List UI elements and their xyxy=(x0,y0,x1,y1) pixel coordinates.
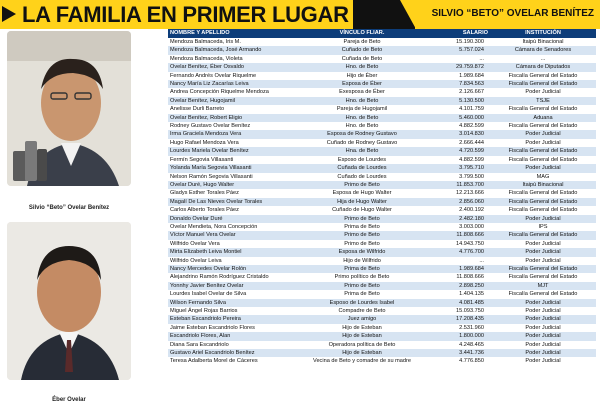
cell-institution: Poder Judicial xyxy=(490,130,596,138)
cell-salary: 4.882.599 xyxy=(428,156,490,164)
table-row xyxy=(168,147,596,155)
table-row xyxy=(168,357,596,365)
cell-salary: 3.795.710 xyxy=(428,164,490,172)
cell-name: Esteban Escandriolo Pereira xyxy=(168,315,296,323)
table-row xyxy=(168,55,596,63)
table-row xyxy=(168,198,596,206)
cell-institution: Poder Judicial xyxy=(490,248,596,256)
cell-salary: 1.989.684 xyxy=(428,265,490,273)
cell-name: Wilfrido Ovelar Vera xyxy=(168,240,296,248)
cell-name: Teresa Adalberta Morel de Cáceres xyxy=(168,357,296,365)
cell-name: Ovelar Benítez, Hugojamil xyxy=(168,97,296,105)
cell-relation: Hijo de Esteban xyxy=(296,324,428,332)
cell-salary: 11.808.666 xyxy=(428,231,490,239)
column-header-salary: SALARIO xyxy=(428,29,490,38)
cell-relation: Prima de Beto xyxy=(296,223,428,231)
cell-institution: MAG xyxy=(490,173,596,181)
cell-name: Mendoza Balmaceda, Iris M. xyxy=(168,38,296,46)
cell-name: Fermín Segovia Villasanti xyxy=(168,156,296,164)
cell-relation: Esposa de Rodney Gustavo xyxy=(296,130,428,138)
column-header-relation: VÍNCULO FLIAR. xyxy=(296,29,428,38)
cell-institution: IPS xyxy=(490,223,596,231)
cell-name: Yonnhy Javier Benítez Ovelar xyxy=(168,282,296,290)
cell-relation: Cuñada de Beto xyxy=(296,55,428,63)
table-row xyxy=(168,265,596,273)
cell-salary: 4.776.850 xyxy=(428,357,490,365)
table-row xyxy=(168,38,596,46)
table-row xyxy=(168,307,596,315)
cell-name: Escandriolo Flores, Alan xyxy=(168,332,296,340)
cell-name: Alejandrino Ramón Rodríguez Cristaldo xyxy=(168,273,296,281)
photo-column xyxy=(0,29,168,415)
cell-salary: 2.666.444 xyxy=(428,139,490,147)
cell-institution: Fiscalía General del Estado xyxy=(490,189,596,197)
cell-relation: Hno. de Beto xyxy=(296,63,428,71)
cell-institution: Fiscalía General del Estado xyxy=(490,105,596,113)
cell-relation: Primo de Beto xyxy=(296,231,428,239)
table-row xyxy=(168,273,596,281)
cell-institution: Poder Judicial xyxy=(490,240,596,248)
cell-relation: Cuñado de Lourdes xyxy=(296,173,428,181)
cell-salary: 2.126.667 xyxy=(428,88,490,96)
cell-name: Gladys Esther Torales Páez xyxy=(168,189,296,197)
cell-salary: 17.208.435 xyxy=(428,315,490,323)
cell-salary: 2.482.180 xyxy=(428,215,490,223)
table-row xyxy=(168,189,596,197)
cell-name: Lourdes Isabel Ovelar de Silva xyxy=(168,290,296,298)
cell-name: Fernando Andrés Ovelar Riquelme xyxy=(168,72,296,80)
page-title: LA FAMILIA EN PRIMER LUGAR xyxy=(22,2,349,27)
table-row xyxy=(168,181,596,189)
arrow-icon xyxy=(2,6,16,22)
cell-institution: Fiscalía General del Estado xyxy=(490,273,596,281)
table-row xyxy=(168,80,596,88)
cell-salary: 1.989.684 xyxy=(428,72,490,80)
cell-salary: 4.720.599 xyxy=(428,147,490,155)
cell-salary: 4.776.700 xyxy=(428,248,490,256)
cell-institution: Poder Judicial xyxy=(490,215,596,223)
cell-salary: 29.759.872 xyxy=(428,63,490,71)
table-row xyxy=(168,349,596,357)
cell-institution: Fiscalía General del Estado xyxy=(490,231,596,239)
table-row xyxy=(168,206,596,214)
table-row xyxy=(168,114,596,122)
cell-salary: 11.808.666 xyxy=(428,273,490,281)
cell-institution: Poder Judicial xyxy=(490,164,596,172)
cell-relation: Esposa de Wilfrido xyxy=(296,248,428,256)
cell-relation: Hijo de Esteban xyxy=(296,332,428,340)
cell-name: Ovelar Mendieta, Nora Concepción xyxy=(168,223,296,231)
table-row xyxy=(168,299,596,307)
table-row xyxy=(168,173,596,181)
cell-name: Jaime Esteban Escandriolo Flores xyxy=(168,324,296,332)
cell-name: Nancy María Liz Zacarías Leiva xyxy=(168,80,296,88)
cell-name: Ovelar Duré, Hugo Walter xyxy=(168,181,296,189)
cell-name: Ovelar Benítez, Robert Eligio xyxy=(168,114,296,122)
cell-relation: Pareja de Hugojamil xyxy=(296,105,428,113)
cell-salary: 14.943.750 xyxy=(428,240,490,248)
cell-salary: 3.441.736 xyxy=(428,349,490,357)
cell-institution: Poder Judicial xyxy=(490,341,596,349)
cell-institution: Fiscalía General del Estado xyxy=(490,265,596,273)
table-row xyxy=(168,324,596,332)
cell-name: Nancy Mercedes Ovelar Rolón xyxy=(168,265,296,273)
cell-institution: Fiscalía General del Estado xyxy=(490,122,596,130)
cell-institution: Poder Judicial xyxy=(490,257,596,265)
table-row xyxy=(168,72,596,80)
cell-salary: 2.400.192 xyxy=(428,206,490,214)
cell-salary: 1.800.000 xyxy=(428,332,490,340)
cell-institution: MJT xyxy=(490,282,596,290)
cell-relation: Hijo de Esteban xyxy=(296,349,428,357)
cell-institution: Poder Judicial xyxy=(490,315,596,323)
family-salary-table-container xyxy=(168,29,600,415)
table-row xyxy=(168,139,596,147)
cell-institution: Poder Judicial xyxy=(490,307,596,315)
table-row xyxy=(168,248,596,256)
cell-salary: 2.898.250 xyxy=(428,282,490,290)
photo-caption-eber: Éber Ovelar xyxy=(52,397,86,403)
cell-salary: 4.248.465 xyxy=(428,341,490,349)
cell-institution: Poder Judicial xyxy=(490,139,596,147)
cell-institution: Poder Judicial xyxy=(490,357,596,365)
cell-relation: Primo de Beto xyxy=(296,215,428,223)
cell-name: Yolanda María Segovia Villasanti xyxy=(168,164,296,172)
cell-institution: Fiscalía General del Estado xyxy=(490,290,596,298)
cell-salary: 5.130.500 xyxy=(428,97,490,105)
table-body xyxy=(168,38,596,366)
cell-salary: 15.093.750 xyxy=(428,307,490,315)
cell-name: Nelson Ramón Segovia Villasanti xyxy=(168,173,296,181)
page-subtitle: SILVIO “BETO” OVELAR BENÍTEZ xyxy=(431,8,594,19)
cell-salary: 11.853.700 xyxy=(428,181,490,189)
cell-salary: 7.834.563 xyxy=(428,80,490,88)
cell-relation: Exesposa de Éber xyxy=(296,88,428,96)
table-row xyxy=(168,88,596,96)
cell-name: Irma Graciela Mendoza Vera xyxy=(168,130,296,138)
cell-relation: Compadre de Beto xyxy=(296,307,428,315)
cell-salary: 3.014.830 xyxy=(428,130,490,138)
cell-salary: 5.757.024 xyxy=(428,46,490,54)
header-black-band xyxy=(353,0,415,29)
cell-name: Lourdes Mariela Ovelar Benítez xyxy=(168,147,296,155)
table-row xyxy=(168,332,596,340)
cell-salary: ... xyxy=(428,257,490,265)
table-row xyxy=(168,164,596,172)
cell-relation: Cuñado de Beto xyxy=(296,46,428,54)
cell-institution: Cámara de Senadores xyxy=(490,46,596,54)
cell-relation: Primo de Beto xyxy=(296,181,428,189)
table-row xyxy=(168,215,596,223)
cell-relation: Prima de Beto xyxy=(296,290,428,298)
cell-institution: Fiscalía General del Estado xyxy=(490,147,596,155)
table-row xyxy=(168,341,596,349)
cell-name: Andrea Concepción Riquelme Mendoza xyxy=(168,88,296,96)
cell-relation: Hna. de Beto xyxy=(296,147,428,155)
cell-name: Ovelar Benítez, Éber Osvaldo xyxy=(168,63,296,71)
table-row xyxy=(168,257,596,265)
cell-name: Mendoza Balmaceda, José Armando xyxy=(168,46,296,54)
cell-salary: 2.856.060 xyxy=(428,198,490,206)
table-row xyxy=(168,63,596,71)
cell-relation: Hijo de Éber xyxy=(296,72,428,80)
cell-relation: Hno. de Beto xyxy=(296,122,428,130)
table-row xyxy=(168,130,596,138)
cell-relation: Esposa de Éber xyxy=(296,80,428,88)
cell-relation: Operadora política de Beto xyxy=(296,341,428,349)
cell-salary: 4.101.759 xyxy=(428,105,490,113)
cell-salary: 3.799.500 xyxy=(428,173,490,181)
cell-relation: Cuñada de Lourdes xyxy=(296,164,428,172)
cell-salary: ... xyxy=(428,55,490,63)
cell-institution: TSJE xyxy=(490,97,596,105)
cell-name: Hugo Rafael Mendoza Vera xyxy=(168,139,296,147)
cell-relation: Cuñado de Rodney Gustavo xyxy=(296,139,428,147)
cell-relation: Esposo de Lourdes xyxy=(296,156,428,164)
cell-institution: ... xyxy=(490,55,596,63)
table-row xyxy=(168,282,596,290)
table-row xyxy=(168,122,596,130)
column-header-name: NOMBRE Y APELLIDO xyxy=(168,29,296,38)
cell-relation: Vecina de Beto y comadre de su madre xyxy=(296,357,428,365)
table-row xyxy=(168,290,596,298)
cell-name: Miguel Ángel Rojas Barrios xyxy=(168,307,296,315)
cell-relation: Prima de Beto xyxy=(296,265,428,273)
cell-salary: 15.190.300 xyxy=(428,38,490,46)
silvio-ovelar-photo xyxy=(7,31,131,186)
cell-institution: Fiscalía General del Estado xyxy=(490,80,596,88)
cell-salary: 12.213.666 xyxy=(428,189,490,197)
cell-institution: Itaipú Binacional xyxy=(490,181,596,189)
cell-name: Donaldo Ovelar Duré xyxy=(168,215,296,223)
cell-salary: 5.460.000 xyxy=(428,114,490,122)
cell-name: Magalí De Las Nieves Ovelar Torales xyxy=(168,198,296,206)
page-header xyxy=(0,0,600,29)
cell-relation: Esposa de Hugo Walter xyxy=(296,189,428,197)
cell-name: Gustavo Ariel Escandriolo Benítez xyxy=(168,349,296,357)
family-salary-table xyxy=(168,29,596,366)
table-row xyxy=(168,223,596,231)
table-row xyxy=(168,315,596,323)
cell-relation: Hno. de Beto xyxy=(296,114,428,122)
table-row xyxy=(168,156,596,164)
table-row xyxy=(168,240,596,248)
cell-name: Mirta Elizabeth Leiva Montiel xyxy=(168,248,296,256)
cell-relation: Primo político de Beto xyxy=(296,273,428,281)
table-row xyxy=(168,46,596,54)
cell-name: Carlos Alberto Torales Páez xyxy=(168,206,296,214)
cell-institution: Fiscalía General del Estado xyxy=(490,72,596,80)
cell-relation: Hno. de Beto xyxy=(296,97,428,105)
cell-salary: 3.003.000 xyxy=(428,223,490,231)
cell-institution: Poder Judicial xyxy=(490,324,596,332)
cell-name: Wilfrido Ovelar Leiva xyxy=(168,257,296,265)
cell-salary: 2.531.960 xyxy=(428,324,490,332)
photo-caption-silvio: Silvio “Beto” Ovelar Benítez xyxy=(28,205,110,211)
cell-institution: Fiscalía General del Estado xyxy=(490,206,596,214)
cell-name: Víctor Manuel Vera Ovelar xyxy=(168,231,296,239)
table-row xyxy=(168,97,596,105)
cell-name: Diana Sara Escandriolo xyxy=(168,341,296,349)
cell-relation: Esposo de Lourdes Isabel xyxy=(296,299,428,307)
cell-institution: Poder Judicial xyxy=(490,349,596,357)
cell-relation: Hijo de Wilfrido xyxy=(296,257,428,265)
cell-institution: Aduana xyxy=(490,114,596,122)
eber-ovelar-photo xyxy=(7,222,131,380)
table-header-row xyxy=(168,29,596,38)
table-row xyxy=(168,231,596,239)
cell-salary: 4.081.485 xyxy=(428,299,490,307)
cell-relation: Juez amigo xyxy=(296,315,428,323)
cell-institution: Fiscalía General del Estado xyxy=(490,156,596,164)
cell-name: Mendoza Balmaceda, Violeta xyxy=(168,55,296,63)
cell-relation: Hija de Hugo Walter xyxy=(296,198,428,206)
cell-institution: Fiscalía General del Estado xyxy=(490,198,596,206)
cell-relation: Primo de Beto xyxy=(296,240,428,248)
cell-institution: Poder Judicial xyxy=(490,88,596,96)
table-row xyxy=(168,105,596,113)
cell-relation: Primo de Beto xyxy=(296,282,428,290)
cell-institution: Poder Judicial xyxy=(490,299,596,307)
column-header-institution: INSTITUCIÓN xyxy=(490,29,596,38)
cell-institution: Itaipú Binacional xyxy=(490,38,596,46)
cell-institution: Poder Judicial xyxy=(490,332,596,340)
cell-salary: 1.404.135 xyxy=(428,290,490,298)
cell-salary: 4.882.599 xyxy=(428,122,490,130)
cell-relation: Pareja de Beto xyxy=(296,38,428,46)
cell-name: Wilson Fernando Silva xyxy=(168,299,296,307)
cell-name: Rodney Gustavo Ovelar Benítez xyxy=(168,122,296,130)
cell-name: Anelisse Durli Barreto xyxy=(168,105,296,113)
cell-institution: Cámara de Diputados xyxy=(490,63,596,71)
cell-relation: Cuñado de Hugo Walter xyxy=(296,206,428,214)
